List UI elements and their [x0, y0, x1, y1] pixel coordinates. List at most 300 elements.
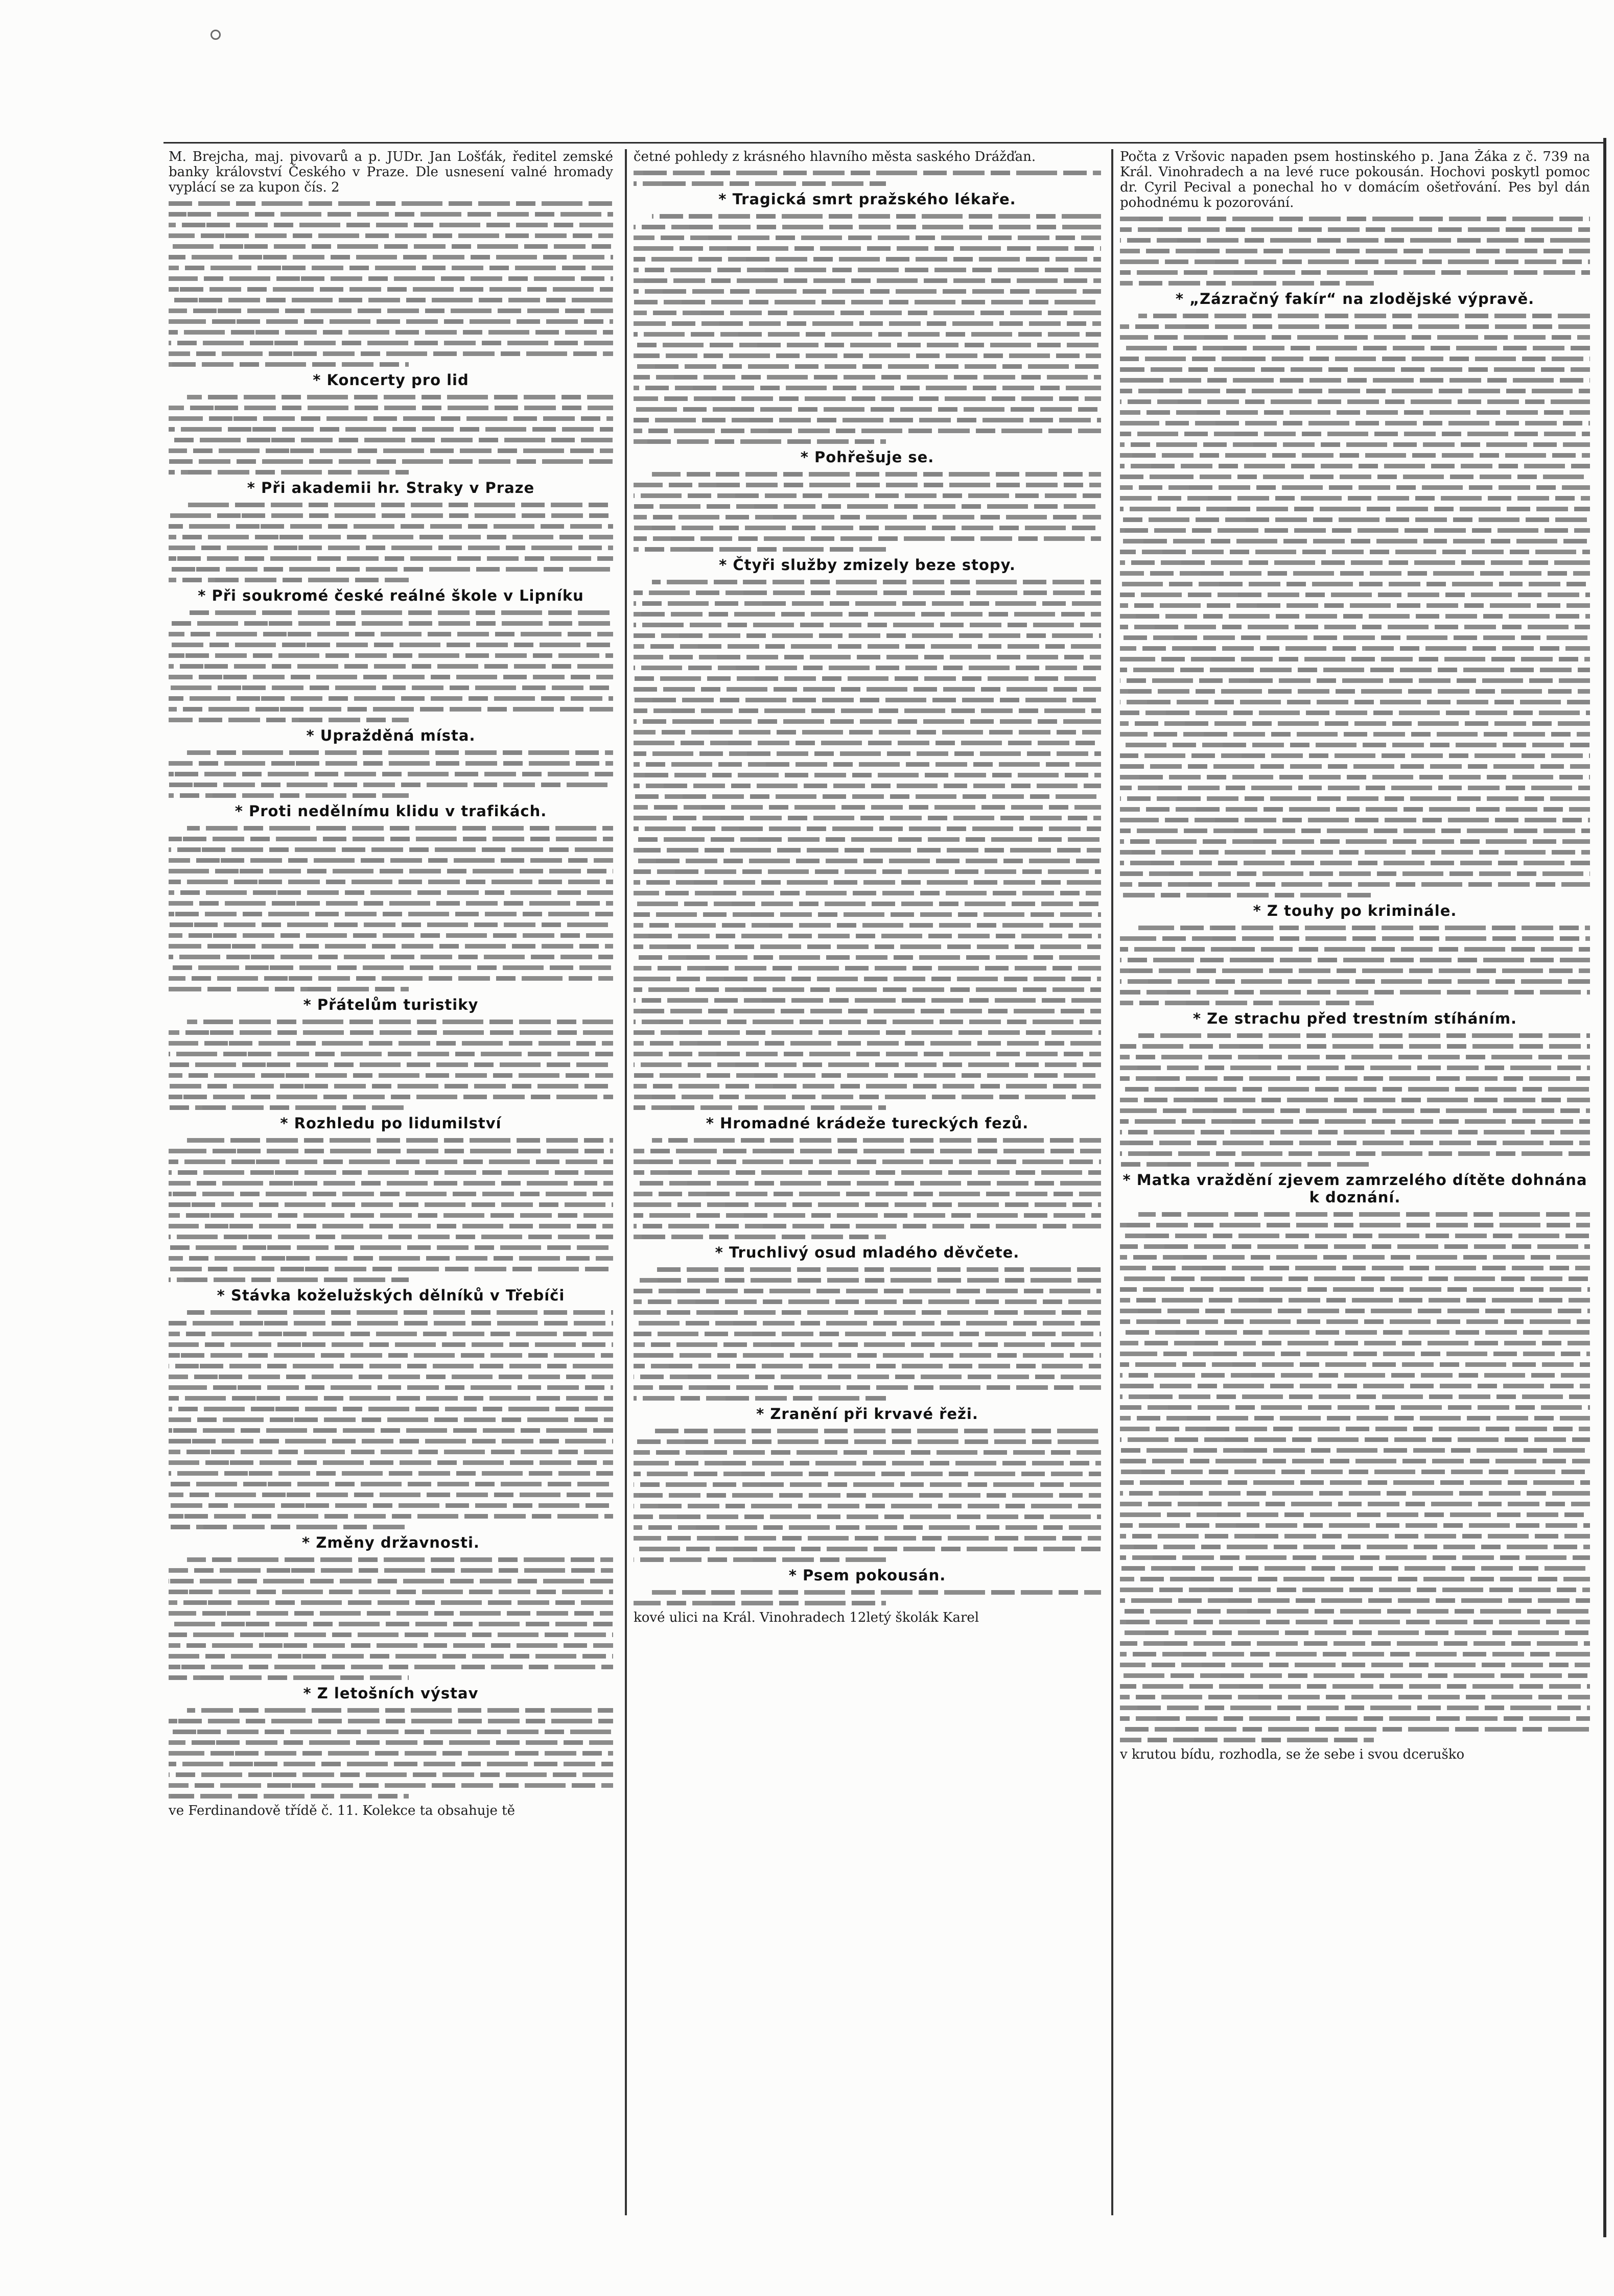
text-line	[169, 406, 613, 410]
text-line	[169, 1482, 613, 1486]
text-line	[1120, 1319, 1590, 1324]
text-line	[634, 1310, 1101, 1315]
article-body	[169, 1708, 613, 1798]
text-line	[652, 580, 1101, 584]
text-line	[1120, 1244, 1590, 1249]
text-line	[634, 676, 1101, 681]
text-line	[634, 1601, 886, 1605]
text-line	[1120, 1534, 1590, 1538]
article-heading: * Zranění při krvavé řeži.	[634, 1405, 1101, 1423]
text-line	[634, 1030, 1101, 1035]
article	[1120, 902, 1590, 1005]
text-line	[169, 643, 613, 647]
text-line	[634, 181, 886, 186]
text-line	[1120, 1427, 1590, 1431]
text-line	[169, 535, 613, 539]
text-line	[169, 783, 613, 787]
text-line	[1120, 1108, 1590, 1113]
article-heading: * Změny državnosti.	[169, 1534, 613, 1551]
article-body	[169, 610, 613, 722]
text-line	[169, 912, 613, 916]
text-line	[1120, 861, 1590, 865]
text-line	[1120, 1066, 1590, 1070]
text-line	[1120, 1695, 1590, 1699]
text-line	[634, 955, 1101, 960]
text-line	[634, 1547, 1101, 1551]
text-line	[634, 1062, 1101, 1067]
text-line	[634, 902, 1101, 906]
text-line	[634, 816, 1101, 820]
text-line	[1120, 496, 1590, 501]
text-line	[169, 1460, 613, 1465]
text-line	[169, 427, 613, 432]
text-line	[1120, 270, 1590, 275]
text-line	[169, 362, 409, 367]
text-line	[1120, 1384, 1590, 1388]
text-line	[187, 610, 613, 615]
text-line	[169, 266, 613, 270]
text-line	[634, 1396, 886, 1401]
text-line	[1120, 1523, 1590, 1528]
text-line	[169, 556, 613, 561]
text-line	[169, 459, 613, 464]
text-line	[634, 1020, 1101, 1024]
text-line	[1120, 1727, 1590, 1732]
text-line	[634, 859, 1101, 863]
text-line	[1120, 839, 1590, 844]
text-line	[169, 276, 613, 281]
article-heading: * Ze strachu před trestním stíháním.	[1120, 1010, 1590, 1027]
text-line	[634, 623, 1101, 627]
text-line	[634, 923, 1101, 928]
text-line	[169, 1417, 613, 1422]
text-line	[1120, 1598, 1590, 1603]
text-line	[169, 1450, 613, 1454]
text-line	[169, 1375, 613, 1379]
text-line	[634, 1278, 1101, 1283]
article	[169, 1115, 613, 1282]
text-line	[634, 1482, 1101, 1487]
article	[634, 556, 1101, 1110]
text-line	[634, 1493, 1101, 1498]
text-line	[169, 1277, 409, 1282]
text-line	[1120, 335, 1590, 340]
text-line	[634, 590, 1101, 595]
text-line	[634, 741, 1101, 745]
text-line	[1120, 1491, 1590, 1496]
text-line	[634, 826, 1101, 831]
text-line	[634, 633, 1101, 638]
article	[1120, 1171, 1590, 1742]
text-line	[634, 998, 1101, 1003]
text-line	[169, 1762, 613, 1766]
text-line	[1120, 1716, 1590, 1721]
column-3-articles	[1120, 217, 1590, 1742]
text-line	[634, 1213, 1101, 1218]
article-heading: * Truchlivý osud mladého děvčete.	[634, 1244, 1101, 1261]
text-line	[634, 289, 1101, 294]
text-line	[169, 1783, 613, 1788]
text-line	[169, 880, 613, 884]
text-line	[1120, 947, 1590, 952]
text-line	[169, 1256, 613, 1261]
text-line	[1120, 539, 1590, 543]
text-line	[634, 1332, 1101, 1336]
text-line	[169, 965, 613, 970]
column-2	[634, 149, 1101, 2215]
article-body	[169, 1557, 613, 1680]
text-line	[634, 278, 1101, 283]
article-body	[1120, 1212, 1590, 1742]
article	[169, 1287, 613, 1529]
text-line	[187, 1138, 613, 1143]
text-line	[1120, 582, 1590, 586]
text-line	[169, 212, 613, 217]
article-heading: * Z letošních výstav	[169, 1685, 613, 1702]
article	[169, 802, 613, 991]
text-line	[634, 536, 1101, 541]
article-heading: * „Zázračný fakír“ na zlodějské výpravě.	[1120, 290, 1590, 307]
text-line	[634, 1375, 1101, 1379]
text-line	[169, 524, 613, 529]
text-line	[1120, 346, 1590, 350]
text-line	[1120, 1706, 1590, 1710]
text-line	[634, 1009, 1101, 1013]
text-line	[1120, 1001, 1374, 1005]
text-line	[1120, 1076, 1590, 1081]
text-line	[634, 773, 1101, 777]
text-line	[169, 664, 613, 669]
article-body	[1120, 926, 1590, 1005]
text-line	[169, 330, 613, 335]
text-line	[1120, 1416, 1590, 1421]
column-2-articles	[634, 171, 1101, 1605]
column-3	[1120, 149, 1590, 2215]
text-line	[169, 1396, 613, 1401]
text-line	[634, 1364, 1101, 1368]
text-line	[652, 214, 1101, 219]
article-body	[634, 472, 1101, 552]
text-line	[652, 1267, 1101, 1272]
text-line	[1120, 238, 1590, 243]
text-line	[1120, 668, 1590, 672]
text-line	[1120, 1673, 1590, 1678]
text-line	[1120, 1609, 1590, 1614]
text-line	[1120, 711, 1590, 715]
text-line	[634, 396, 1101, 401]
text-line	[1120, 1330, 1590, 1335]
text-line	[169, 1159, 613, 1164]
text-line	[652, 1138, 1101, 1143]
text-line	[1120, 871, 1590, 876]
text-line	[634, 987, 1101, 992]
text-line	[634, 1224, 1101, 1228]
article	[634, 1244, 1101, 1401]
text-line	[169, 1235, 613, 1239]
text-line	[1120, 1470, 1590, 1474]
text-line	[634, 891, 1101, 895]
text-line	[1120, 646, 1590, 651]
text-line	[169, 675, 613, 679]
text-line	[1120, 1119, 1590, 1124]
text-line	[1120, 464, 1590, 468]
text-line	[1120, 1223, 1590, 1227]
article-body	[634, 580, 1101, 1110]
article-heading: * Upražděná místa.	[169, 727, 613, 744]
article	[169, 1534, 613, 1680]
text-line	[169, 1794, 409, 1798]
text-line	[1120, 764, 1590, 769]
text-line	[169, 1202, 613, 1207]
article-body	[169, 826, 613, 991]
text-line	[634, 1472, 1101, 1476]
text-line	[1120, 442, 1590, 447]
text-line	[634, 353, 1101, 358]
text-line	[169, 922, 613, 927]
article-body	[169, 395, 613, 475]
text-line	[634, 869, 1101, 874]
text-line	[169, 847, 613, 852]
text-line	[169, 341, 613, 345]
column-2-first-line: četné pohledy z krásného hlavního města saského Drážďan.	[634, 149, 1036, 164]
page-corner-mark-icon	[210, 30, 221, 40]
text-line	[634, 1041, 1101, 1046]
text-line	[169, 1730, 613, 1734]
text-line	[634, 601, 1101, 606]
text-line	[634, 655, 1101, 659]
text-line	[652, 472, 1101, 477]
text-line	[1120, 389, 1590, 393]
text-line	[634, 1385, 1101, 1390]
text-line	[169, 1041, 613, 1046]
text-line	[634, 794, 1101, 799]
column-1-articles	[169, 201, 613, 1798]
text-line	[634, 1073, 1101, 1078]
text-line	[169, 1181, 613, 1186]
text-line	[1120, 635, 1590, 640]
text-line	[1120, 700, 1590, 704]
text-line	[1120, 507, 1590, 511]
text-line	[634, 837, 1101, 842]
article-heading: * Hromadné krádeže tureckých fezů.	[634, 1115, 1101, 1132]
text-line	[1120, 1151, 1590, 1156]
text-line	[169, 1192, 613, 1196]
text-line	[169, 761, 613, 766]
column-3-first-line: Počta z Vršovic napaden psem hostinského p. Jana Žáka z č. 739 na Král. Vinohradech a na levé ruce pokousán. Hochovi poskytl pomoc dr. Cyril Pecival a ponechal ho v domácím ošetřování. Pes byl dán pohodnému k pozorování.	[1120, 149, 1590, 210]
text-line	[1120, 517, 1590, 522]
text-line	[1138, 314, 1590, 318]
text-line	[169, 201, 613, 206]
text-line	[1120, 1566, 1590, 1571]
article-heading: * Přátelům turistiky	[169, 996, 613, 1013]
text-line	[1120, 560, 1590, 565]
article-heading: * Při soukromé české reálné škole v Lipníku	[169, 587, 613, 604]
text-line	[169, 233, 613, 238]
article-heading: * Z touhy po kriminále.	[1120, 902, 1590, 919]
column-1-last-line: ve Ferdinandově třídě č. 11. Kolekce ta obsahuje tě	[169, 1803, 515, 1818]
text-line	[1120, 979, 1590, 984]
text-line	[1120, 1373, 1590, 1378]
column-2-last-line: kové ulici na Král. Vinohradech 12letý školák Karel	[634, 1610, 979, 1625]
text-line	[169, 567, 613, 572]
text-line	[169, 1740, 613, 1745]
text-line	[169, 244, 613, 249]
text-line	[1120, 259, 1590, 264]
text-line	[1138, 926, 1590, 930]
text-line	[169, 621, 613, 626]
text-line	[1120, 1437, 1590, 1442]
text-line	[169, 309, 613, 313]
text-line	[634, 321, 1101, 326]
text-line	[1120, 732, 1590, 737]
text-line	[187, 503, 613, 507]
text-line	[169, 772, 613, 776]
text-line	[634, 515, 1101, 519]
article-body	[1120, 217, 1590, 286]
text-line	[169, 1321, 613, 1325]
text-line	[1120, 958, 1590, 962]
text-line	[169, 901, 613, 906]
text-line	[169, 1267, 613, 1271]
text-line	[634, 1235, 886, 1239]
text-line	[1120, 850, 1590, 855]
text-line	[634, 805, 1101, 810]
text-line	[634, 719, 1101, 724]
text-line	[169, 1772, 613, 1777]
text-line	[634, 268, 1101, 272]
text-line	[169, 1105, 409, 1110]
text-line	[169, 319, 613, 324]
text-line	[634, 1202, 1101, 1207]
text-line	[1120, 410, 1590, 415]
text-line	[634, 364, 1101, 369]
text-line	[634, 708, 1101, 713]
text-line	[1120, 990, 1590, 995]
text-line	[1120, 893, 1374, 897]
text-line	[634, 912, 1101, 917]
text-line	[634, 332, 1101, 337]
text-line	[1120, 818, 1590, 822]
article	[169, 996, 613, 1110]
text-line	[1120, 1309, 1590, 1313]
text-line	[1120, 1448, 1590, 1453]
text-line	[169, 933, 613, 938]
text-line	[169, 869, 613, 873]
text-line	[169, 685, 613, 690]
text-line	[169, 1471, 613, 1476]
text-line	[169, 1600, 613, 1605]
text-line	[634, 1105, 886, 1110]
article-body	[634, 214, 1101, 444]
text-line	[187, 1557, 613, 1562]
text-line	[169, 1407, 613, 1411]
column-3-last-line: v krutou bídu, rozhodla, se že sebe i svou dceruško	[1120, 1747, 1465, 1762]
column-1-first-line: M. Brejcha, maj. pivovarů a p. JUDr. Jan Lošťák, ředitel zemské banky království Českého v Praze. Dle usnesení valné hromady vyplácí se za kupon čís. 2	[169, 149, 613, 195]
text-line	[1120, 807, 1590, 812]
text-line	[634, 1557, 886, 1562]
article	[169, 479, 613, 582]
text-line	[169, 223, 613, 227]
text-line	[1120, 217, 1590, 221]
text-line	[1120, 796, 1590, 801]
text-line	[634, 526, 1101, 530]
text-line	[1120, 1341, 1590, 1345]
text-line	[634, 1353, 1101, 1358]
article-body	[169, 201, 613, 367]
text-line	[1120, 1055, 1590, 1059]
text-line	[1120, 775, 1590, 779]
text-line	[169, 298, 613, 302]
text-line	[169, 1073, 613, 1078]
text-line	[1120, 1044, 1590, 1049]
text-line	[634, 1321, 1101, 1325]
article-heading: * Tragická smrt pražského lékaře.	[634, 191, 1101, 208]
text-line	[169, 1245, 613, 1250]
text-line	[169, 1493, 613, 1497]
text-line	[1120, 786, 1590, 790]
text-line	[1120, 689, 1590, 694]
text-line	[634, 1504, 1101, 1508]
text-line	[634, 1514, 1101, 1519]
article-body	[169, 1310, 613, 1529]
text-line	[1120, 453, 1590, 458]
text-line	[634, 1289, 1101, 1293]
column-rule-1	[625, 149, 627, 2215]
text-line	[169, 1353, 613, 1358]
text-line	[1120, 1545, 1590, 1549]
text-line	[187, 1310, 613, 1315]
text-line	[1120, 1405, 1590, 1410]
page-edge	[1603, 138, 1606, 2237]
column-1	[169, 149, 613, 2215]
text-line	[169, 955, 613, 959]
text-line	[169, 1579, 613, 1583]
text-line	[634, 784, 1101, 788]
article	[1120, 290, 1590, 897]
text-line	[169, 987, 409, 991]
text-line	[169, 1095, 613, 1099]
text-line	[1120, 968, 1590, 973]
text-line	[169, 255, 613, 259]
text-line	[634, 1461, 1101, 1465]
text-line	[169, 470, 409, 475]
text-line	[169, 793, 409, 798]
text-line	[1120, 475, 1590, 479]
text-line	[169, 1503, 613, 1508]
text-line	[1120, 1663, 1590, 1667]
text-line	[169, 513, 613, 518]
text-line	[634, 375, 1101, 380]
article-body	[634, 1429, 1101, 1562]
text-line	[169, 1052, 613, 1056]
text-line	[169, 1364, 613, 1368]
article-heading: * Čtyři služby zmizely beze stopy.	[634, 556, 1101, 574]
text-line	[1120, 678, 1590, 683]
text-line	[634, 966, 1101, 971]
article-body	[1120, 1033, 1590, 1167]
text-line	[1120, 1652, 1590, 1656]
text-line	[169, 944, 613, 949]
text-line	[1120, 1098, 1590, 1102]
article-body	[1120, 314, 1590, 897]
text-line	[634, 644, 1101, 649]
text-line	[1120, 1255, 1590, 1260]
text-line	[1120, 1620, 1590, 1624]
text-line	[1120, 1738, 1374, 1742]
text-line	[169, 1332, 613, 1336]
article-heading: * Psem pokousán.	[634, 1567, 1101, 1584]
text-line	[1120, 829, 1590, 833]
